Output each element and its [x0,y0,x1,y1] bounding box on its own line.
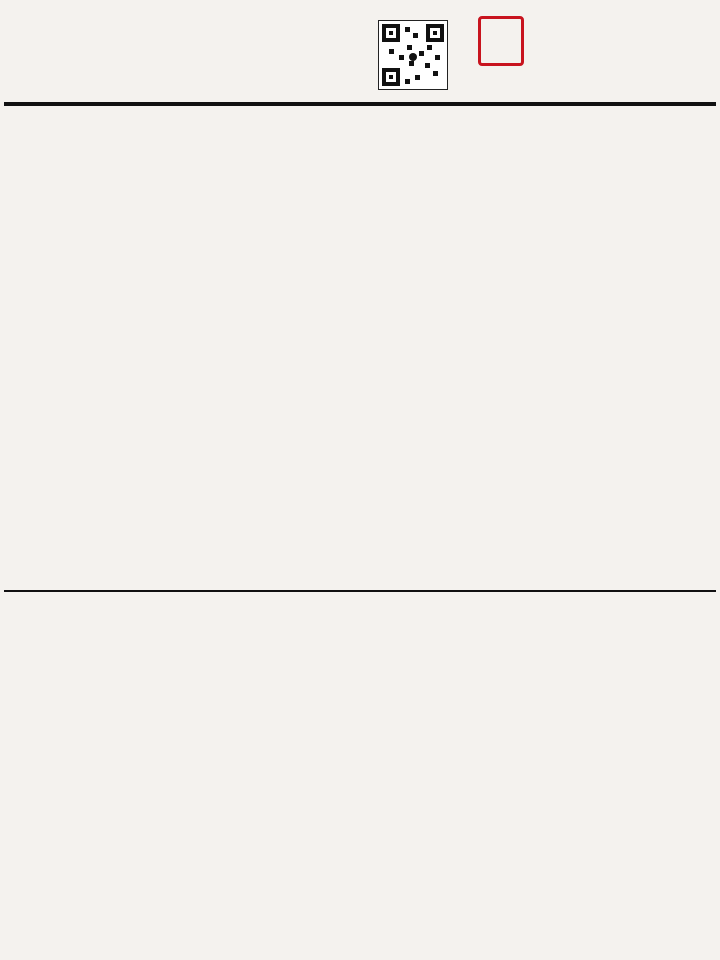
qr-code-icon [378,20,448,90]
chart-grid [4,102,716,106]
annual-table [4,590,716,592]
red-seal [478,16,524,66]
